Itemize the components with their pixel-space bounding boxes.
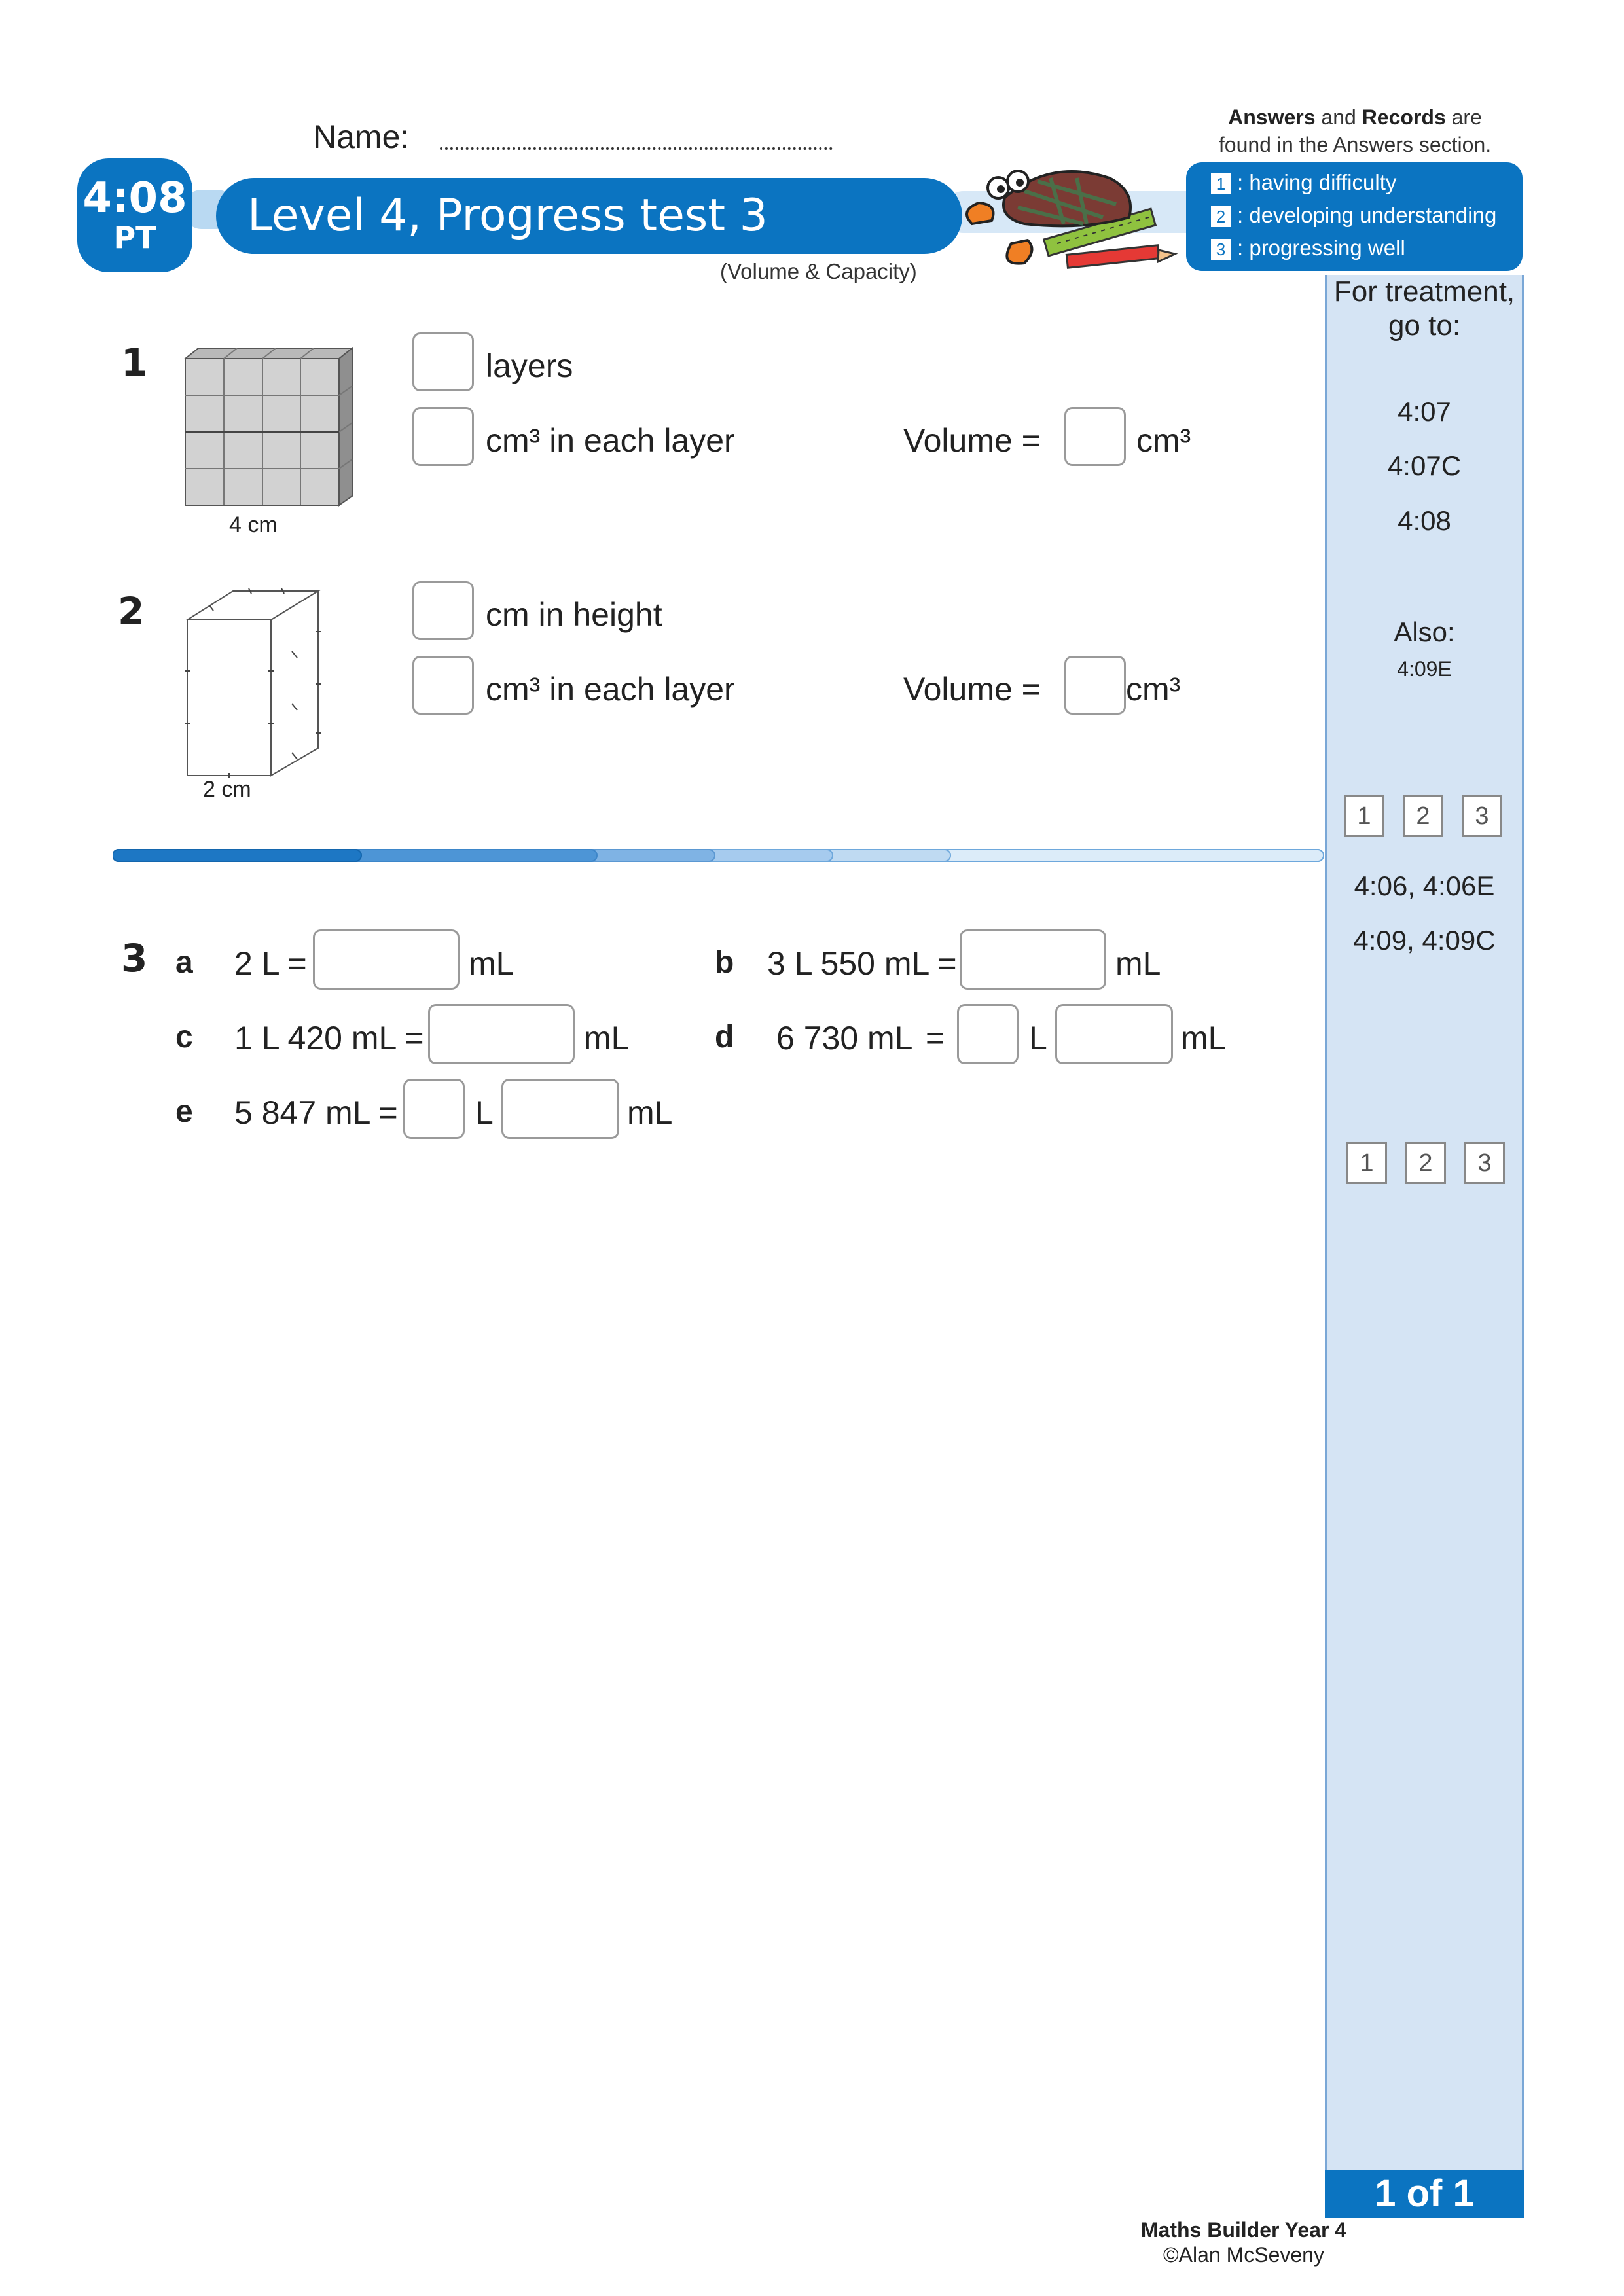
legend-num-2: 2: [1210, 205, 1232, 228]
question-number: 3: [121, 936, 148, 980]
answer-box-layers[interactable]: [412, 332, 474, 391]
answer-box-q3a[interactable]: [313, 929, 460, 990]
part-letter: b: [715, 945, 734, 980]
rating-box-2[interactable]: 2: [1405, 1142, 1446, 1184]
cube-block-figure: [180, 340, 357, 517]
legend-label-2: : developing understanding: [1237, 203, 1497, 227]
mascot-crab-icon: [952, 152, 1188, 276]
sidebar-also-ref: 4:09E: [1397, 657, 1452, 681]
sidebar-also-label: Also:: [1394, 617, 1455, 647]
sidebar-heading-line1: For treatment,: [1333, 276, 1515, 308]
q3c-expression: 1 L 420 mL =: [234, 1020, 424, 1056]
question-number: 1: [121, 340, 148, 385]
part-letter: c: [175, 1020, 193, 1054]
answers-note-line2: found in the Answers section.: [1218, 133, 1492, 156]
sidebar-ref: 4:08: [1398, 505, 1451, 536]
q3d-expression: 6 730 mL: [776, 1020, 913, 1056]
page-title: Level 4, Progress test 3: [247, 190, 768, 242]
name-label: Name:: [313, 118, 410, 155]
test-code: 4:08: [82, 174, 187, 223]
rating-box-3[interactable]: 3: [1462, 795, 1502, 837]
book-title: Maths Builder Year 4: [1140, 2218, 1347, 2242]
answers-suffix: are: [1445, 105, 1482, 129]
answer-box-volume[interactable]: [1064, 656, 1126, 715]
answer-box-volume[interactable]: [1064, 407, 1126, 466]
volume-label: Volume =: [903, 671, 1041, 708]
answer-box-q3b[interactable]: [960, 929, 1106, 990]
part-letter: d: [715, 1020, 734, 1054]
volume-unit: cm³: [1136, 422, 1191, 459]
name-field[interactable]: [440, 147, 833, 150]
part-letter: e: [175, 1094, 193, 1129]
rating-box-1[interactable]: 1: [1344, 795, 1384, 837]
q3e-unit-litres: L: [475, 1094, 494, 1131]
footer: [1074, 2217, 1414, 2267]
legend-num-1: 1: [1210, 172, 1232, 196]
answer-box-q3d-litres[interactable]: [957, 1004, 1019, 1064]
copyright: ©Alan McSeveny: [1163, 2243, 1324, 2267]
test-code-badge: [77, 158, 192, 272]
q3e-unit-millilitres: mL: [627, 1094, 673, 1131]
sidebar-heading: [1327, 275, 1522, 343]
answers-word: Answers: [1228, 105, 1316, 129]
section-divider: [113, 847, 1324, 864]
q3d-unit-millilitres: mL: [1181, 1020, 1227, 1056]
q3b-unit: mL: [1115, 945, 1161, 982]
q2-line1-label: cm in height: [486, 596, 662, 633]
volume-label: Volume =: [903, 422, 1041, 459]
rating-box-2[interactable]: 2: [1403, 795, 1443, 837]
rating-box-1[interactable]: 1: [1346, 1142, 1387, 1184]
test-code-sub: PT: [113, 220, 156, 255]
answer-box-per-layer[interactable]: [412, 407, 474, 466]
answers-note: [1165, 103, 1545, 158]
q3b-expression: 3 L 550 mL =: [767, 945, 957, 982]
q3a-expression: 2 L =: [234, 945, 307, 982]
legend-item-2: [1210, 203, 1496, 228]
sidebar-ref: 4:09, 4:09C: [1353, 925, 1496, 956]
q3c-unit: mL: [584, 1020, 630, 1056]
legend-label-1: : having difficulty: [1237, 170, 1397, 194]
sidebar-heading-line2: go to:: [1388, 310, 1461, 342]
figure-label: 2 cm: [203, 777, 251, 802]
sidebar-ref: 4:07C: [1387, 450, 1462, 481]
legend-item-1: [1210, 170, 1396, 196]
q3d-equals: =: [926, 1020, 945, 1056]
q3d-unit-litres: L: [1029, 1020, 1047, 1056]
answer-box-per-layer[interactable]: [412, 656, 474, 715]
answer-box-q3d-millilitres[interactable]: [1055, 1004, 1173, 1064]
q3a-unit: mL: [469, 945, 514, 982]
records-word: Records: [1362, 105, 1446, 129]
title-bar: [216, 178, 962, 254]
q1-line1-label: layers: [486, 348, 573, 384]
q3e-expression: 5 847 mL =: [234, 1094, 398, 1131]
answer-box-q3e-millilitres[interactable]: [501, 1079, 619, 1139]
figure-label: 4 cm: [229, 512, 278, 537]
answers-and: and: [1315, 105, 1362, 129]
q1-line2-label: cm³ in each layer: [486, 422, 735, 459]
answer-box-q3e-litres[interactable]: [403, 1079, 465, 1139]
page-subtitle: (Volume & Capacity): [720, 259, 917, 283]
answer-box-q3c[interactable]: [428, 1004, 575, 1064]
volume-unit: cm³: [1126, 671, 1181, 708]
q2-line2-label: cm³ in each layer: [486, 671, 735, 708]
rating-box-3[interactable]: 3: [1464, 1142, 1505, 1184]
legend-item-3: [1210, 236, 1405, 261]
answer-box-height[interactable]: [412, 581, 474, 640]
legend-label-3: : progressing well: [1237, 236, 1405, 260]
treatment-sidebar: [1325, 275, 1524, 2170]
sidebar-ref: 4:06, 4:06E: [1354, 870, 1495, 901]
page-count: 1 of 1: [1325, 2170, 1524, 2218]
legend-box: [1186, 162, 1523, 271]
sidebar-ref: 4:07: [1398, 396, 1451, 427]
question-number: 2: [118, 589, 145, 634]
prism-figure: [183, 586, 324, 782]
legend-num-3: 3: [1210, 238, 1232, 261]
part-letter: a: [175, 945, 193, 980]
